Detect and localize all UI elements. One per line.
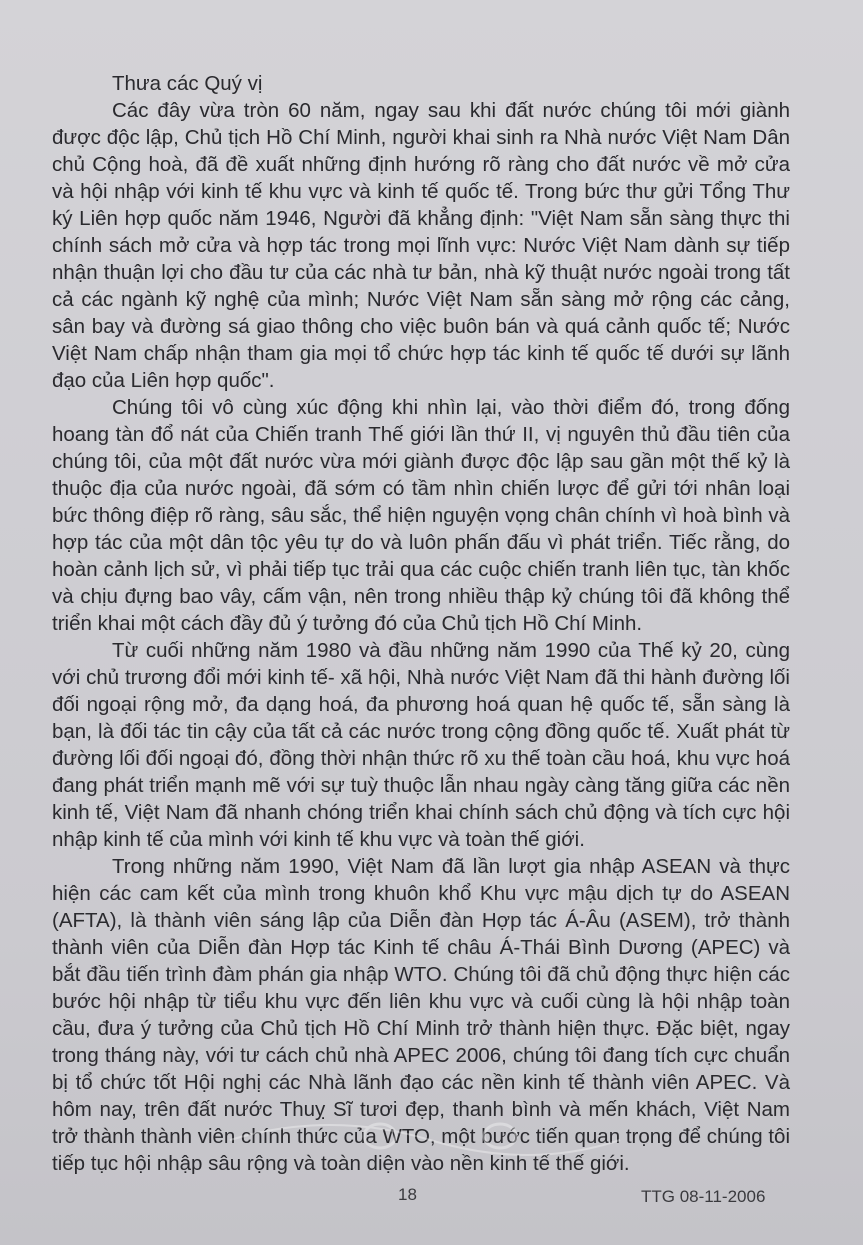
paragraph-1: Các đây vừa tròn 60 năm, ngay sau khi đất nước chúng tôi mới giành được độc lập, Chủ tịch Hồ Chí Minh, người khai sinh ra Nhà nước Việt Nam Dân chủ Cộng hoà, đã đề xuất những định hướng rõ ràng cho đất nước về mở cửa và hội nhập với kinh tế khu vực và kinh tế quốc tế. Trong bức thư gửi Tổng Thư ký Liên hợp quốc năm 1946, Người đã khẳng định: "Việt Nam sẵn sàng thực thi chính sách mở cửa và hợp tác trong mọi lĩnh vực: Nước Việt Nam dành sự tiếp nhận thuận lợi cho đầu tư của các nhà tư bản, nhà kỹ thuật nước ngoài trong tất cả các ngành kỹ nghệ của mình; Nước Việt Nam sẵn sàng mở rộng các cảng, sân bay và đường sá giao thông cho việc buôn bán và quá cảnh quốc tế; Nước Việt Nam chấp nhận tham gia mọi tổ chức hợp tác kinh tế quốc tế dưới sự lãnh đạo của Liên hợp quốc". <box>52 99 790 392</box>
paragraph-3: Từ cuối những năm 1980 và đầu những năm 1990 của Thế kỷ 20, cùng với chủ trương đổi mới kinh tế- xã hội, Nhà nước Việt Nam đã thi hành đường lối đối ngoại rộng mở, đa dạng hoá, đa phương hoá quan hệ quốc tế, sẵn sàng là bạn, là đối tác tin cậy của tất cả các nước trong cộng đồng quốc tế. Xuất phát từ đường lối đối ngoại đó, đồng thời nhận thức rõ xu thế toàn cầu hoá, khu vực hoá đang phát triển mạnh mẽ với sự tuỳ thuộc lẫn nhau ngày càng tăng giữa các nền kinh tế, Việt Nam đã nhanh chóng triển khai chính sách chủ động và tích cực hội nhập kinh tế của mình với kinh tế khu vực và toàn thế giới. <box>52 639 790 851</box>
paragraph-4: Trong những năm 1990, Việt Nam đã lần lượt gia nhập ASEAN và thực hiện các cam kết của mình trong khuôn khổ Khu vực mậu dịch tự do ASEAN (AFTA), là thành viên sáng lập của Diễn đàn Hợp tác Á-Âu (ASEM), trở thành thành viên của Diễn đàn Hợp tác Kinh tế châu Á-Thái Bình Dương (APEC) và bắt đầu tiến trình đàm phán gia nhập WTO. Chúng tôi đã chủ động thực hiện các bước hội nhập từ tiểu khu vực đến liên khu vực và cuối cùng là hội nhập toàn cầu, đưa ý tưởng của Chủ tịch Hồ Chí Minh trở thành hiện thực. Đặc biệt, ngay trong tháng này, với tư cách chủ nhà APEC 2006, chúng tôi đang tích cực chuẩn bị tổ chức tốt Hội nghị các Nhà lãnh đạo các nền kinh tế thành viên APEC. Và hôm nay, trên đất nước Thuỵ Sĩ tươi đẹp, thanh bình và mến khách, Việt Nam trở thành thành viên chính thức của WTO, một bước tiến quan trọng để chúng tôi tiếp tục hội nhập sâu rộng và toàn diện vào nền kinh tế thế giới. <box>52 855 790 1175</box>
document-code: TTG 08-11-2006 <box>641 1187 766 1206</box>
paragraph-2: Chúng tôi vô cùng xúc động khi nhìn lại, vào thời điểm đó, trong đống hoang tàn đổ nát của Chiến tranh Thế giới lần thứ II, vị nguyên thủ đầu tiên của chúng tôi, của một đất nước vừa mới giành được độc lập sau gần một thế kỷ là thuộc địa của nước ngoài, đã sớm có tầm nhìn chiến lược để gửi tới nhân loại bức thông điệp rõ ràng, sâu sắc, thể hiện nguyện vọng chân chính vì hoà bình và hợp tác của một dân tộc yêu tự do và luôn phấn đấu vì phát triển. Tiếc rằng, do hoàn cảnh lịch sử, vì phải tiếp tục trải qua các cuộc chiến tranh liên tục, tàn khốc và chịu đựng bao vây, cấm vận, nên trong nhiều thập kỷ chúng tôi đã không thể triển khai một cách đầy đủ ý tưởng đó của Chủ tịch Hồ Chí Minh. <box>52 396 790 635</box>
document-body <box>52 70 790 1177</box>
watermark-logo <box>210 1100 630 1170</box>
page-number: 18 <box>398 1185 417 1204</box>
salutation: Thưa các Quý vị <box>112 72 263 95</box>
